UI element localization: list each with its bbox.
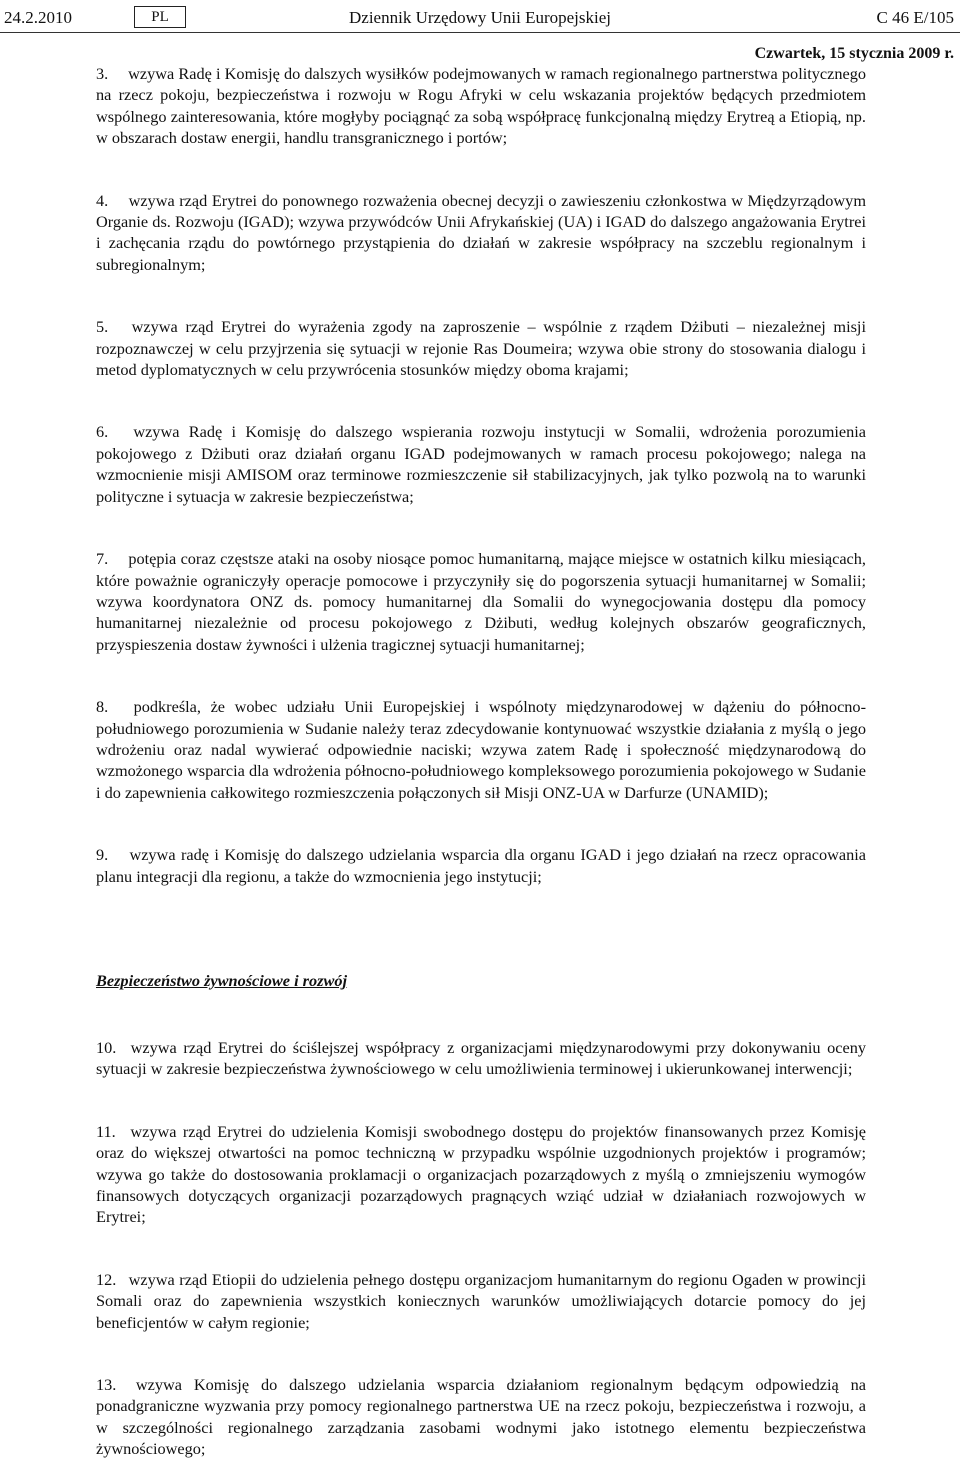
paragraph-13: 13. wzywa Komisję do dalszego udzielania wsparcia działaniom regionalnym będącym odpowiedzią na ponadgraniczne wyzwania przy pomocy regionalnego partnerstwa UE na rzecz pokoju, bezpieczeństwa i rozwoju, a w szczególności regionalnego zarządzania zasobami wodnymi jako istotnego elementu bezpieczeństwa żywnościowego; xyxy=(96,1375,866,1459)
journal-reference: C 46 E/105 xyxy=(876,8,954,27)
document-body xyxy=(96,63,866,1460)
paragraph-12: 12. wzywa rząd Etiopii do udzielenia pełnego dostępu organizacjom humanitarnym do regionu Ogaden w prowincji Somali oraz do zapewnienia wszystkich koniecznych warunków umożliwiających dotarcie pomocy do jej beneficjentów w całym regionie; xyxy=(96,1269,866,1332)
page-header xyxy=(0,0,960,36)
paragraph-9: 9. wzywa radę i Komisję do dalszego udzielania wsparcia dla organu IGAD i jego działań na rzecz opracowania planu integracji dla regionu, a także do wzmocnienia jego instytucji; xyxy=(96,845,867,886)
header-date: 24.2.2010 xyxy=(4,8,72,27)
paragraph-5: 5. wzywa rząd Erytrei do wyrażenia zgody na zaproszenie – wspólnie z rządem Dżibuti – niezależnej misji rozpoznawczej w celu przyjrzenia się sytuacji w rejonie Ras Doumeira; wzywa obie strony do stosowania dialogu i metod dyplomatycznych w celu przywrócenia stosunków między oboma krajami; xyxy=(96,317,866,380)
paragraph-8: 8. podkreśla, że wobec udziału Unii Europejskiej i wspólnoty międzynarodowej w dążeniu do północno-południowego porozumienia w Sudanie należy teraz zdecydowanie kontynuować wszystkie działania z myślą o jego wdrożeniu oraz nadal wywierać odpowiednie naciski; wzywa zatem Radę i społeczność międzynarodową do wzmożonego wsparcia dla wdrożenia północno-południowego kompleksowego porozumienia pokojowego w Sudanie i do zapewnienia całkowitego rozmieszczenia połączonych sił Misji ONZ-UA w Darfurze (UNAMID); xyxy=(96,697,866,802)
paragraph-10: 10. wzywa rząd Erytrei do ściślejszej współpracy z organizacjami międzynarodowymi przy dokonywaniu oceny sytuacji w zakresie bezpieczeństwa żywnościowego w celu umożliwienia terminowej i ukierunkowanej interwencji; xyxy=(96,1037,866,1079)
journal-title: Dziennik Urzędowy Unii Europejskiej xyxy=(349,8,612,27)
paragraph-7: 7. potępia coraz częstsze ataki na osoby niosące pomoc humanitarną, mające miejsce w ostatnich kilku miesiącach, które poważnie ograniczyły operacje pomocowe i przyczyniły się do pogorszenia sytuacji humanitarnej w Somalii; wzywa koordynatora ONZ ds. pomocy humanitarnej dla Somalii do wynegocjowania dostępu dla pomocy humanitarnej niezależnie od procesu pokojowego z Dżibuti, według kolejnych obszarów geograficznych, przyspieszenia dostaw żywności i ulżenia tragicznej sytuacji humanitarnej; xyxy=(96,549,866,654)
paragraph-3: 3. wzywa Radę i Komisję do dalszych wysiłków podejmowanych w ramach regionalnego partnerstwa politycznego na rzecz pokoju, bezpieczeństwa i rozwoju w Rogu Afryki w celu wskazania projektów będących przedmiotem wspólnego zainteresowania, które mogłyby pociągnąć za sobą współpracę funkcjonalną między Erytreą a Etiopią, np. w obszarach dostaw energii, handlu transgranicznego i portów; xyxy=(96,64,867,148)
language-box: PL xyxy=(134,6,186,28)
paragraph-4: 4. wzywa rząd Erytrei do ponownego rozważenia obecnej decyzji o zawieszeniu członkostwa w Międzyrządowym Organie ds. Rozwoju (IGAD); wzywa przywódców Unii Afrykańskiej (UA) i IGAD do dalszego angażowania Erytrei i zachęcania rządu do powtórnego przystąpienia do działań w zakresie współpracy na szczeblu regionalnym i subregionalnym; xyxy=(96,190,866,274)
section-heading: Bezpieczeństwo żywnościowe i rozwój xyxy=(96,970,348,990)
header-rule xyxy=(0,32,960,33)
document-date: Czwartek, 15 stycznia 2009 r. xyxy=(754,45,954,62)
paragraph-6: 6. wzywa Radę i Komisję do dalszego wspierania rozwoju instytucji w Somalii, wdrożenia porozumienia pokojowego z Dżibuti oraz działań organu IGAD podejmowanych w ramach procesu pokojowego; nalega na wzmocnienie misji AMISOM oraz terminowe rozmieszczenie sił stabilizacyjnych, jak tylko pozwolą na to warunki polityczne i sytuacja w zakresie bezpieczeństwa; xyxy=(96,422,866,506)
paragraph-11: 11. wzywa rząd Erytrei do udzielenia Komisji swobodnego dostępu do projektów finansowanych przez Komisję oraz do większej otwartości na pomoc techniczną w przypadku wspólnie uzgodnionych projektów i programów; wzywa go także do dostosowania proklamacji o organizacjach pozarządowych z myślą o zmniejszeniu wymogów finansowych dotyczących organizacji pozarządowych pragnących wziąć udział w działaniach rozwojowych w Erytrei; xyxy=(96,1121,866,1227)
